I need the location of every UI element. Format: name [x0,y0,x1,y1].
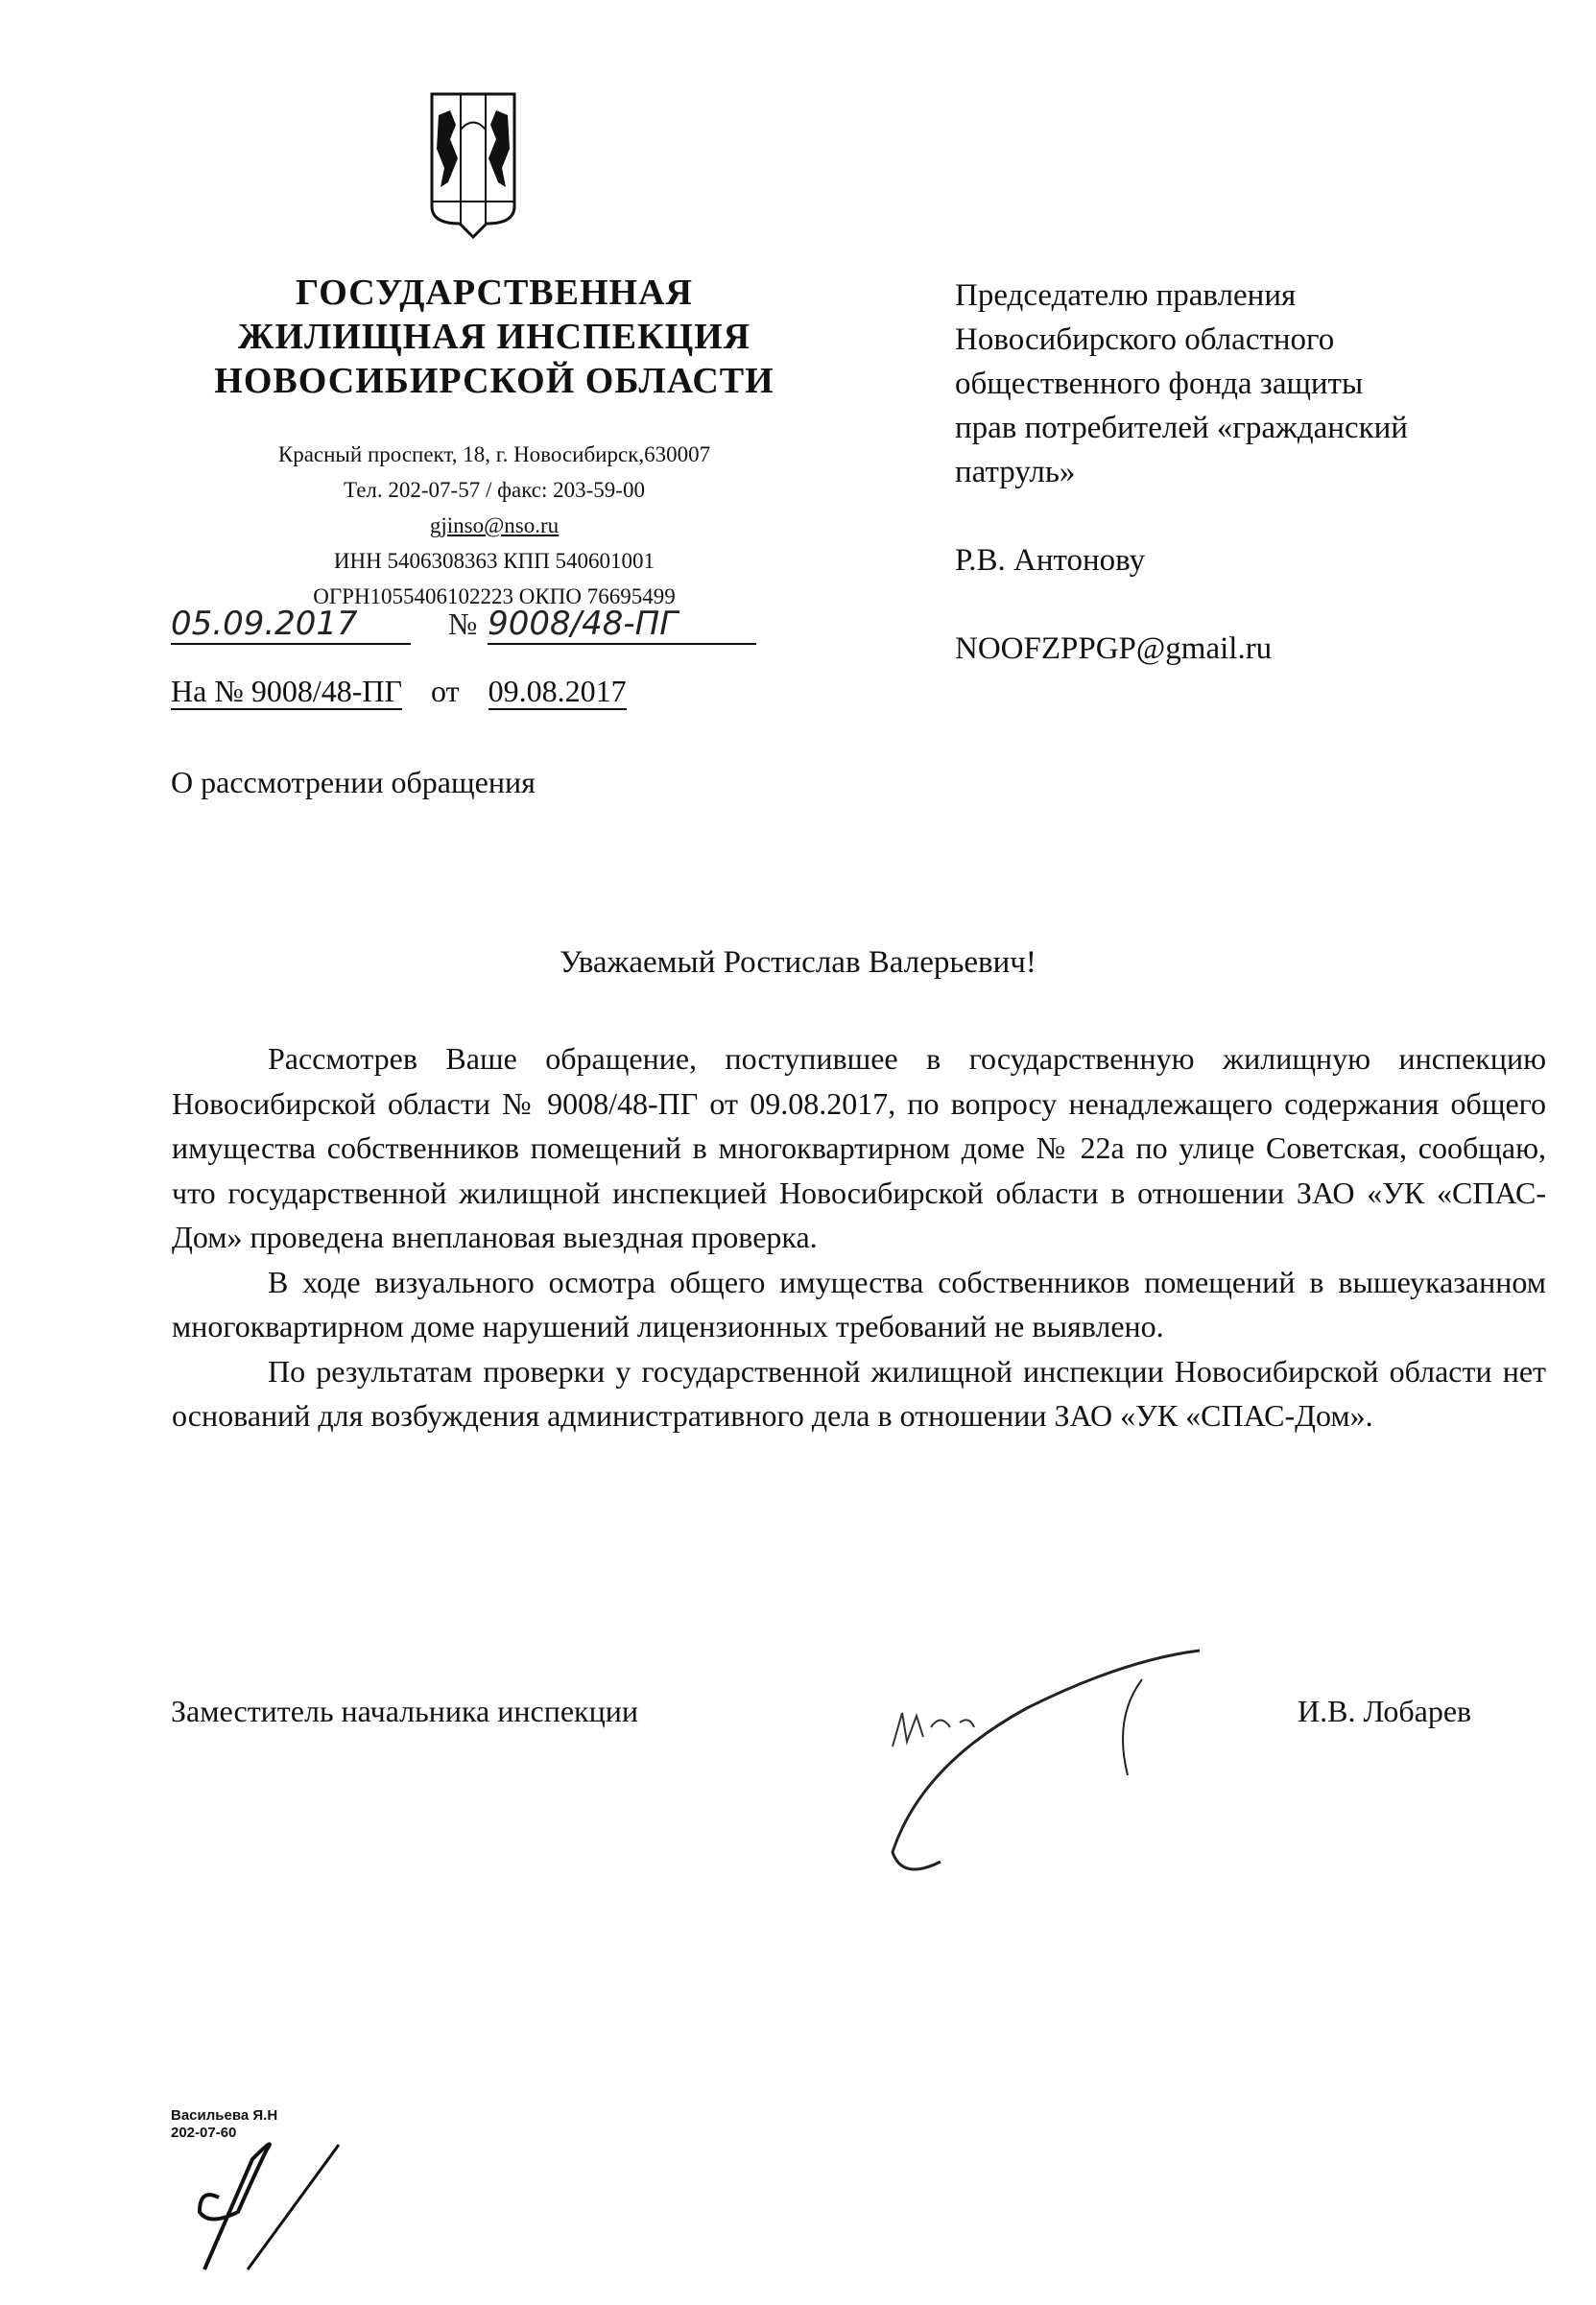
addressee-line: Председателю правления [955,278,1297,313]
signer-name: И.В. Лобарев [1298,1694,1472,1728]
executor-initials-signature [171,2130,363,2274]
org-email-link[interactable]: gjinso@nso.ru [429,513,560,537]
reply-from: от [431,674,460,708]
letter-subject: О рассмотрении обращения [171,765,536,799]
greeting: Уважаемый Ростислав Валерьевич! [560,945,1036,980]
body-paragraph: Рассмотрев Ваше обращение, поступившее в государственную жилищную инспекцию Новосибирской области № 9008/48-ПГ от 09.08.2017, по вопросу ненадлежащего содержания общего имущества собственников помещений в многоквартирном доме № 22а по улице Советская, сообщаю, что государственной жилищной инспекцией Новосибирской области в отношении ЗАО «УК «СПАС-Дом» проведена внеплановая выездная проверка. [172,1041,1546,1254]
body-paragraph: По результатам проверки у государственной жилищной инспекции Новосибирской области нет оснований для возбуждения административного дела в отношении ЗАО «УК «СПАС-Дом». [172,1353,1546,1433]
signer-position: Заместитель начальника инспекции [171,1694,638,1728]
addressee-line: прав потребителей «гражданский [955,411,1408,445]
org-line: ЖИЛИЩНАЯ ИНСПЕКЦИЯ [237,317,751,357]
organization-details [163,437,825,614]
addressee-email[interactable]: NOOFZPPGP@gmail.ru [955,631,1273,666]
addressee-block [955,273,1550,671]
phone-fax: Тел. 202-07-57 / факс: 203-59-00 [344,478,645,502]
outgoing-registration [171,605,785,649]
executor-name: Васильева Я.Н [171,2107,278,2124]
body-paragraph: В ходе визуального осмотра общего имущества собственников помещений в вышеуказанном многоквартирном доме нарушений лицензионных требований не выявлено. [172,1264,1546,1343]
reply-reference [171,674,627,709]
ogrn-okpo: ОГРН1055406102223 ОКПО 76695499 [313,584,676,608]
reply-date: 09.08.2017 [488,674,627,708]
outgoing-number: 9008/48-ПГ [488,605,756,645]
number-sign: № [447,606,478,641]
handwritten-signature [883,1631,1248,1910]
coat-of-arms-emblem [429,91,517,243]
address: Красный проспект, 18, г. Новосибирск,630007 [277,442,711,466]
addressee-line: общественного фонда защиты [955,367,1364,401]
letter-body [172,1036,1546,1438]
addressee-name: Р.В. Антонову [955,543,1146,578]
inn-kpp: ИНН 5406308363 КПП 540601001 [333,549,655,573]
org-line: ГОСУДАРСТВЕННАЯ [296,273,693,313]
reply-number: На № 9008/48-ПГ [171,674,402,708]
org-line: НОВОСИБИРСКОЙ ОБЛАСТИ [214,361,774,401]
executor-phone: 202-07-60 [171,2125,237,2141]
addressee-line: патруль» [955,455,1076,489]
organization-name [163,271,825,403]
outgoing-date: 05.09.2017 [171,605,411,645]
addressee-line: Новосибирского областного [955,322,1335,357]
